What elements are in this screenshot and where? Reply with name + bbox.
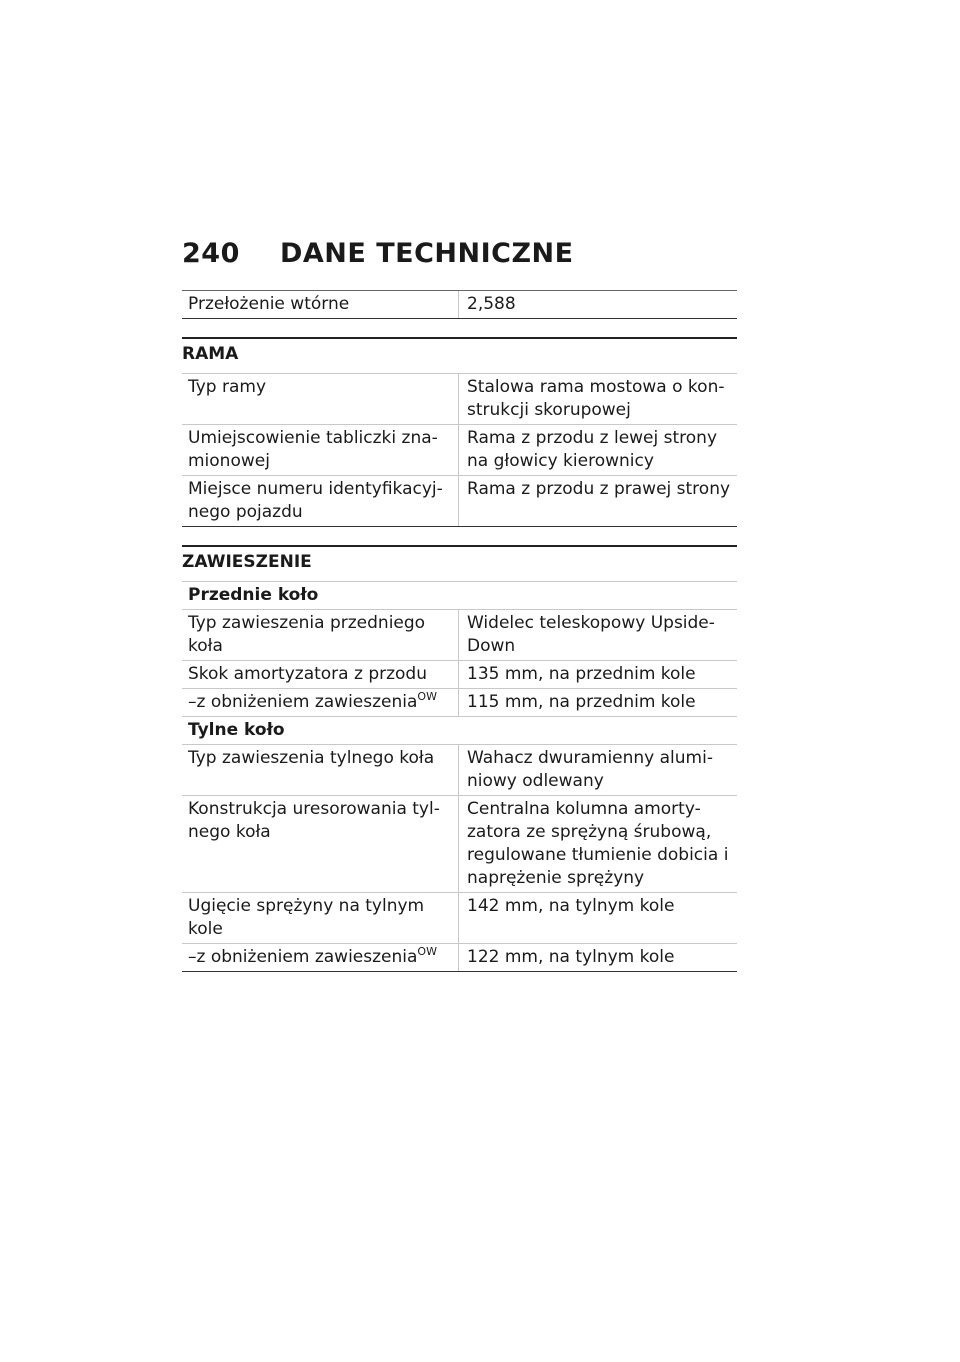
- suspension-table: [182, 582, 737, 972]
- row-label-text: Konstrukcja uresorowania tyl- nego koła: [188, 799, 440, 842]
- row-label: [182, 745, 459, 795]
- section-heading-zawieszenie: ZAWIESZENIE: [182, 545, 737, 582]
- row-label: [182, 374, 459, 424]
- manual-page: [182, 238, 737, 972]
- table-row: [182, 745, 737, 796]
- subheading-front-wheel: Przednie koło: [182, 582, 737, 610]
- table-row: [182, 893, 737, 944]
- row-value: 2,588: [467, 294, 516, 314]
- table-row: [182, 425, 737, 476]
- row-value: Widelec teleskopowy Upside- Down: [467, 613, 715, 656]
- row-value: Stalowa rama mostowa o kon- strukcji skorupowej: [467, 377, 725, 420]
- row-label: [182, 425, 459, 475]
- page-header: [182, 238, 737, 290]
- row-label-text: Typ ramy: [188, 377, 267, 397]
- table-row: [182, 291, 737, 319]
- row-value: Rama z przodu z lewej strony na głowicy kierownicy: [467, 428, 718, 471]
- row-label: [182, 944, 459, 971]
- table-row: [182, 661, 737, 689]
- row-label: [182, 661, 459, 688]
- page-title: DANE TECHNICZNE: [280, 238, 574, 269]
- row-label: [182, 476, 459, 526]
- row-label: Przełożenie wtórne: [182, 291, 459, 318]
- row-label-text: Typ zawieszenia przedniego koła: [188, 613, 426, 656]
- row-label: [182, 893, 459, 943]
- row-label-text: Skok amortyzatora z przodu: [188, 664, 427, 684]
- page-number: 240: [182, 238, 240, 269]
- row-value: 115 mm, na przednim kole: [467, 692, 696, 712]
- section-heading-rama: RAMA: [182, 337, 737, 374]
- row-value: 122 mm, na tylnym kole: [467, 947, 675, 967]
- row-label-text: –z obniżeniem zawieszenia: [188, 692, 418, 712]
- table-row: [182, 944, 737, 972]
- row-value: 135 mm, na przednim kole: [467, 664, 696, 684]
- row-label: [182, 689, 459, 716]
- table-row: [182, 476, 737, 527]
- table-row: [182, 796, 737, 893]
- row-label: [182, 610, 459, 660]
- row-value: Rama z przodu z prawej strony: [467, 479, 731, 499]
- row-value: Wahacz dwuramienny alumi- niowy odlewany: [467, 748, 713, 791]
- subheading-rear-wheel: Tylne koło: [182, 717, 737, 745]
- table-row: [182, 610, 737, 661]
- table-row: [182, 689, 737, 717]
- row-label-text: –z obniżeniem zawieszenia: [188, 947, 418, 967]
- row-label-text: Ugięcie sprężyny na tylnym kole: [188, 896, 425, 939]
- row-label: [182, 796, 459, 892]
- row-value: Centralna kolumna amorty- zatora ze sprężyną śrubową, regulowane tłumienie dobicia i naprężenie sprężyny: [467, 799, 729, 888]
- row-value: 142 mm, na tylnym kole: [467, 896, 675, 916]
- row-label-text: Miejsce numeru identyfikacyj- nego pojazdu: [188, 479, 443, 522]
- table-row: [182, 374, 737, 425]
- row-label-text: Umiejscowienie tabliczki zna- mionowej: [188, 428, 438, 471]
- row-label-text: Typ zawieszenia tylnego koła: [188, 748, 435, 768]
- frame-table: [182, 374, 737, 527]
- transmission-table: [182, 290, 737, 319]
- option-superscript: OW: [417, 690, 437, 703]
- option-superscript: OW: [417, 945, 437, 958]
